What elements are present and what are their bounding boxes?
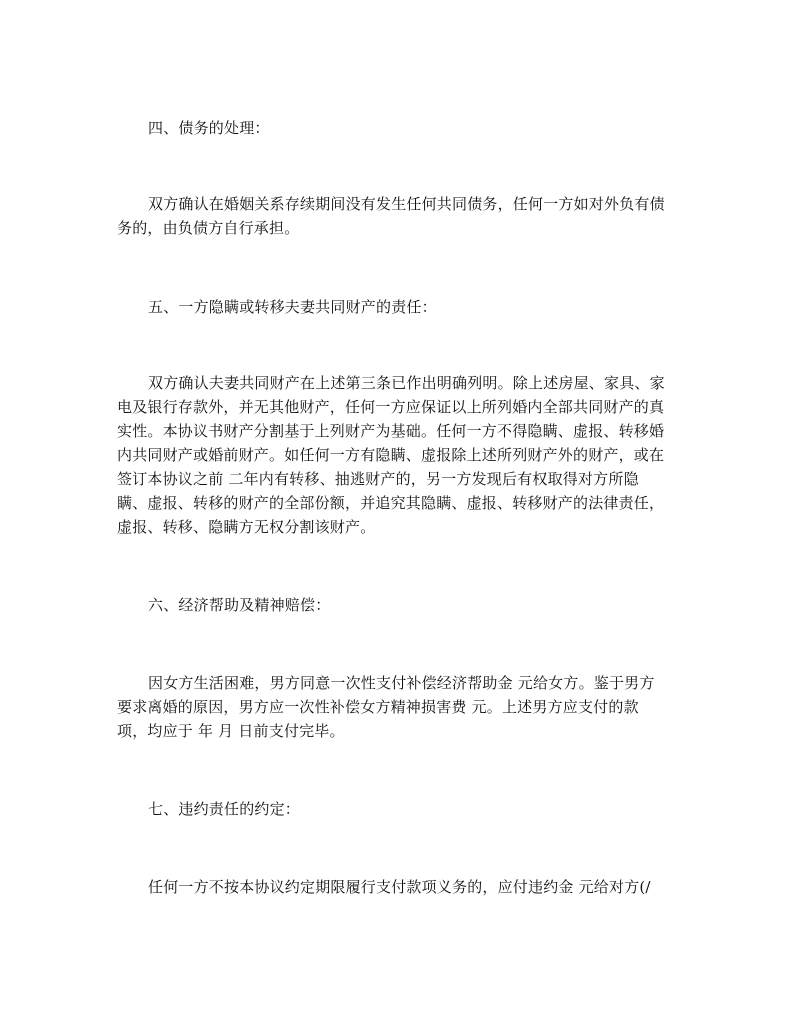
paragraph-line: 任何一方不按本协议约定期限履行支付款项义务的，应付违约金 元给对方(/: [148, 878, 651, 896]
paragraph-line: 签订本协议之前 二年内有转移、抽逃财产的，另一方发现后有权取得对方所隐: [117, 470, 639, 488]
paragraph-line: 内共同财产或婚前财产。如任何一方有隐瞒、虚报除上述所列财产外的财产，或在: [117, 446, 665, 464]
paragraph-line: 双方确认夫妻共同财产在上述第三条已作出明确列明。除上述房屋、家具、家: [148, 374, 665, 392]
paragraph-line: 电及银行存款外，并无其他财产，任何一方应保证以上所列婚内全部共同财产的真: [117, 398, 665, 416]
paragraph-line: 虚报、转移、隐瞒方无权分割该财产。: [117, 518, 376, 536]
paragraph-line: 瞒、虚报、转移的财产的全部份额，并追究其隐瞒、虚报、转移财产的法律责任，: [117, 494, 665, 512]
paragraph-line: 双方确认在婚姻关系存续期间没有发生任何共同债务，任何一方如对外负有债: [148, 195, 665, 213]
section-4-heading: 四、债务的处理：: [148, 119, 270, 137]
section-7-heading: 七、违约责任的约定：: [148, 800, 301, 818]
paragraph-line: 要求离婚的原因，男方应一次性补偿女方精神损害费 元。上述男方应支付的款: [117, 698, 639, 716]
paragraph-line: 实性。本协议书财产分割基于上列财产为基础。任何一方不得隐瞒、虚报、转移婚: [117, 422, 665, 440]
section-5-heading: 五、一方隐瞒或转移夫妻共同财产的责任：: [148, 298, 437, 316]
paragraph-line: 项，均应于 年 月 日前支付完毕。: [117, 722, 345, 740]
paragraph-line: 务的，由负债方自行承担。: [117, 219, 300, 237]
section-6-heading: 六、经济帮助及精神赔偿：: [148, 596, 331, 614]
paragraph-line: 因女方生活困难，男方同意一次性支付补偿经济帮助金 元给女方。鉴于男方: [148, 674, 655, 692]
